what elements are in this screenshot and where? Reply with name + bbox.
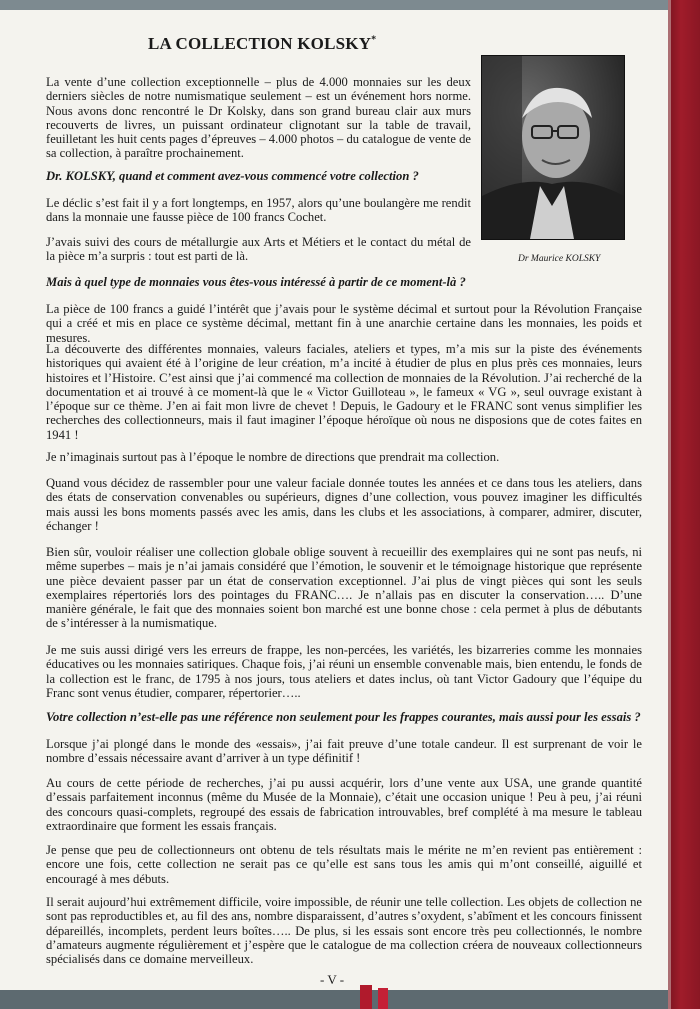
paragraph-9: Bien sûr, vouloir réaliser une collection globale oblige souvent à recueillir des exemplaires qui ne sont pas neufs, ni même superbes – mais je n’ai jamais considéré que l’émotion, le souvenir et le témoignage historique que représente une pièce devaient passer par un état de conservation exceptionnel. J’ai plus de vingt pièces qui sont les seuls exemplaires répertoriés lors des pointages du FRANC…. Je n’allais pas en discuter la conservation….. D’une manière générale, le fait que des monnaies soient bon marché est une bonne chose : cela permet à plus de débutants de s’intéresser à la numismatique. bbox=[46, 545, 642, 631]
paragraph-6: La découverte des différentes monnaies, valeurs faciales, ateliers et types, m’a mis sur la piste des événements historiques qui avaient été à l’origine de leur création, m’a incité à étudier de plus en plus près ces monnaies, leurs histoires et l’Histoire. C’est ainsi que j’ai commencé ma collection de monnaies de la Révolution. J’ai recherché de la documentation et ai trouvé à ce moment-là que le « Victor Guilloteau », le fameux « VG », seul ouvrage existant à l’époque sur ce thème. J’en ai fait mon livre de chevet ! Depuis, le Gadoury et le FRANC sont venus simplifier les recherches des collectionneurs, mais il faut imaginer l’époque héroïque où nous ne disposions que de cotes faites en 1941 ! bbox=[46, 342, 642, 442]
portrait-photo bbox=[481, 55, 625, 240]
title-text: LA COLLECTION KOLSKY bbox=[148, 34, 372, 53]
book-spine bbox=[668, 0, 700, 1009]
portrait-image bbox=[482, 56, 624, 239]
paragraph-7: Je n’imaginais surtout pas à l’époque le nombre de directions que prendrait ma collection. bbox=[46, 450, 500, 464]
photo-caption: Dr Maurice KOLSKY bbox=[518, 254, 601, 264]
paragraph-15: Il serait aujourd’hui extrêmement difficile, voire impossible, de réunir une telle collection. Les objets de collection ne sont pas reproductibles et, au fil des ans, nombre disparaissent, d’autres s’oxydent, s’abîment et les concours finissent dépareillés, incomplets, perdent leurs boîtes….. De plus, si les essais sont encore très peu collectionnés, le nombre d’amateurs augmente régulièrement et j’espère que le catalogue de ma collection créera de nouveaux collectionneurs spécialisés dans ce domaine merveilleux. bbox=[46, 895, 642, 967]
bookmark-ribbon-2 bbox=[378, 988, 388, 1009]
paragraph-3: J’avais suivi des cours de métallurgie aux Arts et Métiers et le contact du métal de la pièce m’a surpris : tout est parti de là. bbox=[46, 235, 471, 264]
paragraph-5: La pièce de 100 francs a guidé l’intérêt que j’avais pour le système décimal et surtout pour la Révolution Française qui a créé et mis en place ce système décimal, mettant fin à une anarchie certaine dans les monnaies, les poids et mesures. bbox=[46, 302, 642, 345]
bookmark-ribbon bbox=[360, 985, 372, 1009]
title-footnote-mark: * bbox=[371, 34, 377, 46]
article-title bbox=[148, 34, 376, 54]
paragraph-12: Lorsque j’ai plongé dans le monde des «essais», j’ai fait preuve d’une totale candeur. Il est surprenant de voir le nombre d’essais nécessaire avant d’arriver à un type définitif ! bbox=[46, 737, 642, 766]
top-background bbox=[0, 0, 668, 10]
page-number: - V - bbox=[320, 972, 345, 987]
paragraph-14: Je pense que peu de collectionneurs ont obtenu de tels résultats mais le mérite ne m’en revient pas entièrement : encore une fois, cette collection ne serait pas ce qu’elle est sans tous les amis qui m’ont conseillé, aiguillé et encouragé à mes débuts. bbox=[46, 843, 642, 886]
paragraph-13: Au cours de cette période de recherches, j’ai pu aussi acquérir, lors d’une vente aux USA, une grande quantité d’essais parfaitement inconnus (même du Musée de la Monnaie), c’était une occasion unique ! Peu à peu, j’ai réuni des concours quasi-complets, regroupé des essais de fabrication introuvables, bref complété à ma mesure le tableau extraordinaire que forment les essais français. bbox=[46, 776, 642, 833]
paragraph-8: Quand vous décidez de rassembler pour une valeur faciale donnée toutes les années et ce dans tous les ateliers, dans des états de conservation convenables ou supérieurs, dignes d’une collection, vous pouvez imaginer les difficultés mais aussi les bons moments passés avec les amis, dans les clubs et les associations, à comparer, admirer, discuter, échanger ! bbox=[46, 476, 642, 533]
question-1: Dr. KOLSKY, quand et comment avez-vous commencé votre collection ? bbox=[46, 169, 419, 183]
paragraph-2: Le déclic s’est fait il y a fort longtemps, en 1957, alors qu’une boulangère me rendit dans la monnaie une fausse pièce de 100 francs Cochet. bbox=[46, 196, 471, 225]
paragraph-10: Je me suis aussi dirigé vers les erreurs de frappe, les non-percées, les variétés, les bizarreries comme les monnaies éducatives ou les monnaies satiriques. Chaque fois, j’ai réuni un ensemble convenable mais, bien entendu, le fonds de la collection est le franc, de 1795 à nos jours, tous ateliers et dates inclus, où tant Victor Gadoury que l’équipe du Franc sont venus étudier, comparer, répertorier….. bbox=[46, 643, 642, 700]
paragraph-intro: La vente d’une collection exceptionnelle – plus de 4.000 monnaies sur les deux derniers siècles de notre numismatique seulement – est un événement hors norme. Nous avons donc rencontré le Dr Kolsky, dans son grand bureau clair aux murs recouverts de livres, un puissant ordinateur clignotant sur la table de travail, feuilletant les huit cents pages d’épreuves – 4.000 photos – du catalogue de vente de sa collection, à paraître prochainement. bbox=[46, 75, 471, 161]
question-2: Mais à quel type de monnaies vous êtes-vous intéressé à partir de ce moment-là ? bbox=[46, 275, 466, 289]
page-edge bbox=[668, 0, 671, 1009]
question-3: Votre collection n’est-elle pas une référence non seulement pour les frappes courantes, mais aussi pour les essais ? bbox=[46, 710, 641, 724]
